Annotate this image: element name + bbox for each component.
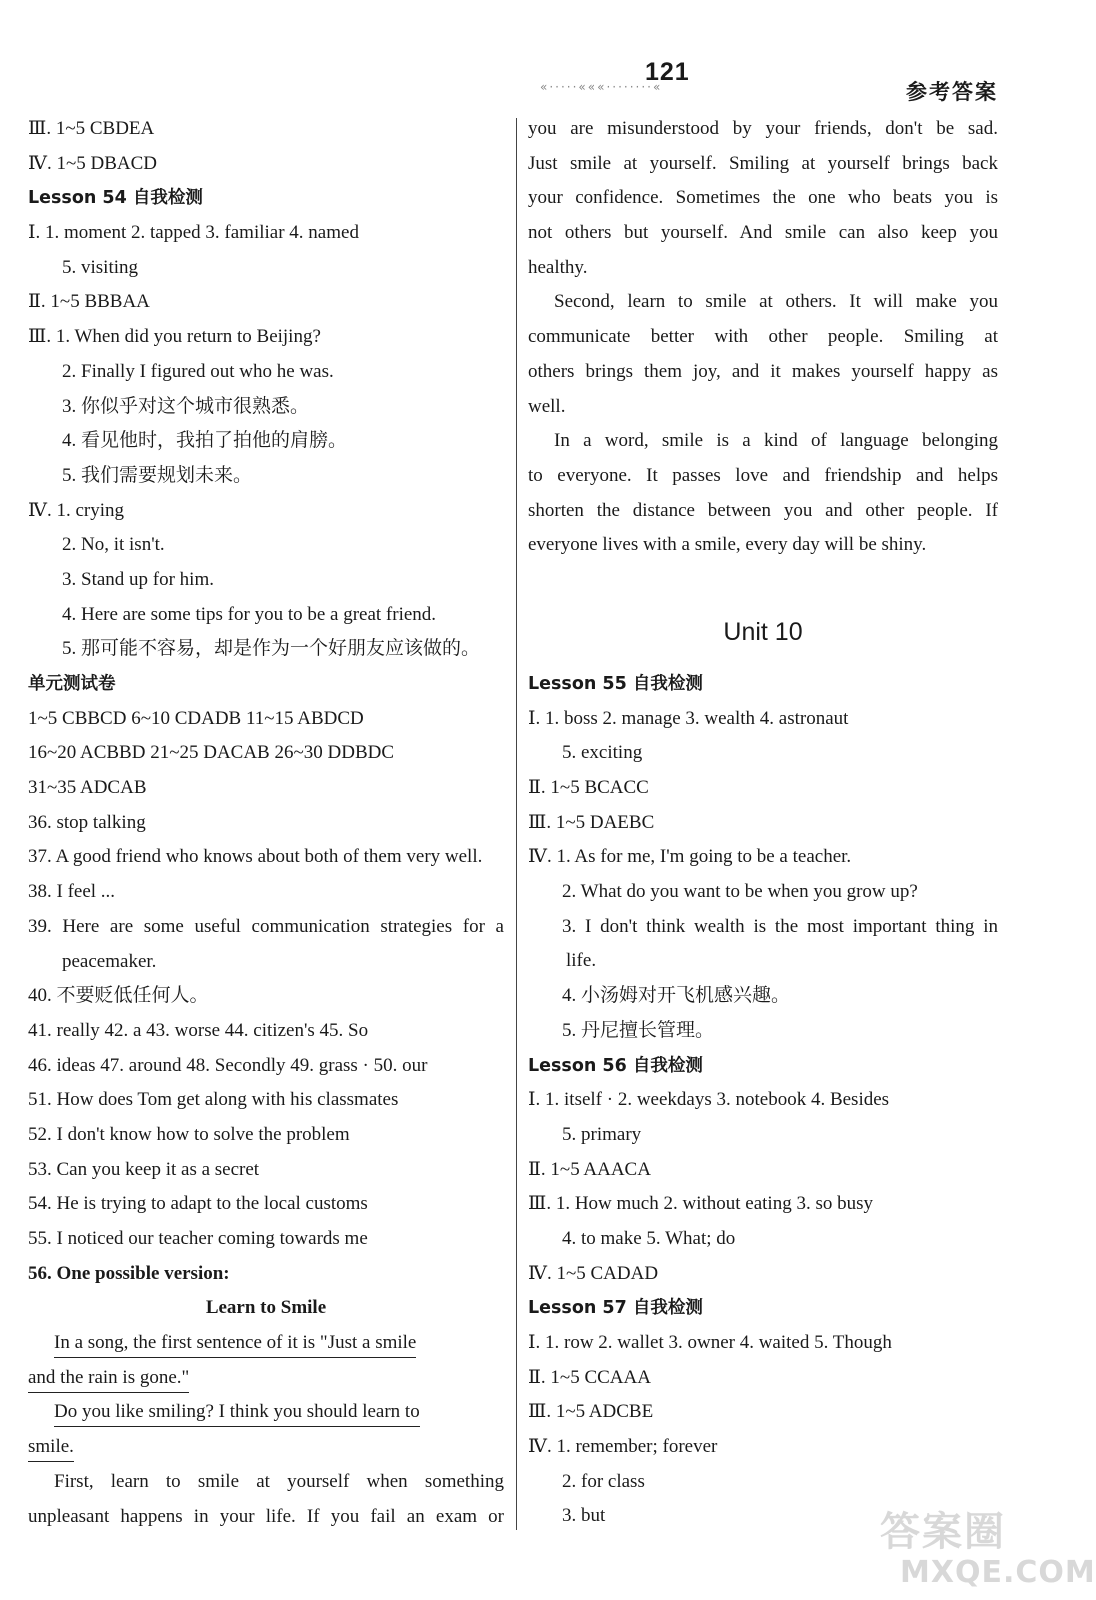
left-line-10 — [28, 459, 504, 494]
left-text-19: 31~35 ADCAB — [28, 777, 147, 799]
right-line-13 — [528, 563, 998, 597]
left-section-heading-2 — [28, 181, 504, 216]
left-line-8 — [28, 390, 504, 425]
right-line-4 — [528, 251, 998, 286]
left-line-15 — [28, 632, 504, 667]
right-text-11: shorten the distance between you and other people. If — [528, 499, 998, 521]
left-line-37 — [28, 1395, 504, 1430]
left-text-30: 53. Can you keep it as a secret — [28, 1158, 260, 1180]
left-text-39: First, learn to smile at yourself when something — [54, 1470, 504, 1492]
left-text-40: unpleasant happens in your life. If you fail an exam or — [28, 1505, 504, 1527]
right-text-17: 5. exciting — [562, 742, 643, 764]
left-text-3: Ⅰ. 1. moment 2. tapped 3. familiar 4. named — [28, 222, 359, 244]
right-text-2: your confidence. Sometimes the one who beats you is — [528, 187, 998, 209]
left-line-20 — [28, 806, 504, 841]
right-text-20: Ⅳ. 1. As for me, I'm going to be a teacher. — [528, 846, 852, 868]
left-line-36 — [28, 1361, 504, 1396]
right-text-6: communicate better with other people. Smiling at — [528, 326, 998, 348]
right-line-35 — [528, 1361, 998, 1396]
right-line-27 — [528, 1083, 998, 1118]
right-line-32 — [528, 1257, 998, 1292]
left-text-5: Ⅱ. 1~5 BBBAA — [28, 291, 150, 313]
left-line-29 — [28, 1118, 504, 1153]
right-line-3 — [528, 216, 998, 251]
right-line-0 — [528, 112, 998, 147]
right-text-31: 4. to make 5. What; do — [562, 1227, 736, 1249]
right-text-28: 5. primary — [562, 1123, 642, 1145]
right-text-1: Just smile at yourself. Smiling at yourself brings back — [528, 152, 998, 174]
left-line-6 — [28, 320, 504, 355]
unit-title — [528, 597, 998, 667]
left-text-17: 1~5 CBBCD 6~10 CDADB 11~15 ABDCD — [28, 707, 364, 729]
right-text-14: Unit 10 — [723, 617, 803, 646]
right-text-15: Lesson 55 自我检测 — [528, 673, 703, 694]
page-header — [0, 0, 1074, 112]
right-line-11 — [528, 494, 998, 529]
left-text-31: 54. He is trying to adapt to the local customs — [28, 1193, 368, 1215]
right-text-37: Ⅳ. 1. remember; forever — [528, 1436, 718, 1458]
right-line-20 — [528, 840, 998, 875]
right-line-28 — [528, 1118, 998, 1153]
left-text-12: 2. No, it isn't. — [62, 534, 165, 556]
left-text-33: 56. One possible version: — [28, 1262, 230, 1284]
left-text-13: 3. Stand up for him. — [62, 568, 214, 590]
left-text-24: peacemaker. — [62, 950, 157, 972]
right-text-18: Ⅱ. 1~5 BCACC — [528, 777, 649, 798]
left-text-4: 5. visiting — [62, 256, 139, 278]
left-line-27 — [28, 1049, 504, 1084]
left-column — [28, 112, 504, 1534]
header-title: 参考答案 — [906, 80, 998, 104]
watermark-logo: 答案圈 — [880, 1509, 1006, 1555]
right-text-33: Lesson 57 自我检测 — [528, 1298, 703, 1319]
right-text-39: 3. but — [562, 1505, 606, 1527]
right-line-30 — [528, 1187, 998, 1222]
right-text-32: Ⅳ. 1~5 CADAD — [528, 1262, 659, 1284]
left-text-23: 39. Here are some useful communication strategies for a — [28, 915, 504, 937]
left-line-35 — [28, 1326, 504, 1361]
right-line-23 — [528, 944, 998, 979]
right-line-18 — [528, 771, 998, 806]
right-text-23: life. — [566, 950, 597, 972]
right-line-16 — [528, 702, 998, 737]
left-line-25 — [28, 979, 504, 1014]
left-text-7: 2. Finally I figured out who he was. — [62, 360, 334, 382]
right-line-7 — [528, 355, 998, 390]
left-text-32: 55. I noticed our teacher coming towards me — [28, 1228, 368, 1249]
left-line-4 — [28, 251, 504, 286]
left-line-22 — [28, 875, 504, 910]
right-text-38: 2. for class — [562, 1470, 645, 1492]
right-line-25 — [528, 1014, 998, 1049]
right-line-8 — [528, 390, 998, 425]
left-text-15: 5. 那可能不容易，却是作为一个好朋友应该做的。 — [62, 638, 481, 660]
right-text-4: healthy. — [528, 256, 588, 278]
right-line-9 — [528, 424, 998, 459]
right-text-16: Ⅰ. 1. boss 2. manage 3. wealth 4. astronaut — [528, 707, 849, 729]
right-line-17 — [528, 736, 998, 771]
left-text-35: In a song, the first sentence of it is "Just a smile — [54, 1329, 416, 1358]
right-line-10 — [528, 459, 998, 494]
left-line-12 — [28, 528, 504, 563]
left-text-27: 46. ideas 47. around 48. Secondly 49. grass · 50. our — [28, 1054, 428, 1076]
left-text-26: 41. really 42. a 43. worse 44. citizen's 45. So — [28, 1019, 369, 1041]
left-line-39 — [28, 1465, 504, 1500]
left-text-21: 37. A good friend who knows about both of them very well. — [28, 846, 483, 868]
right-text-25: 5. 丹尼擅长管理。 — [562, 1019, 715, 1041]
right-text-19: Ⅲ. 1~5 DAEBC — [528, 811, 655, 833]
right-text-12: everyone lives with a smile, every day will be shiny. — [528, 534, 927, 556]
right-text-0: you are misunderstood by your friends, don't be sad. — [528, 118, 998, 139]
left-line-38 — [28, 1430, 504, 1465]
right-line-19 — [528, 806, 998, 841]
left-line-0 — [28, 112, 504, 147]
left-line-30 — [28, 1153, 504, 1188]
left-text-11: Ⅳ. 1. crying — [28, 499, 125, 521]
page-number: 121 — [645, 58, 690, 86]
right-section-heading-26 — [528, 1049, 998, 1084]
right-text-22: 3. I don't think wealth is the most important thing in — [562, 915, 998, 937]
left-text-1: Ⅳ. 1~5 DBACD — [28, 152, 158, 174]
right-line-38 — [528, 1465, 998, 1500]
left-line-23 — [28, 910, 504, 945]
left-line-32 — [28, 1222, 504, 1257]
essay-title — [28, 1291, 504, 1326]
column-divider — [516, 118, 517, 1530]
left-line-28 — [28, 1083, 504, 1118]
right-text-9: In a word, smile is a kind of language belonging — [554, 430, 998, 452]
left-line-19 — [28, 771, 504, 806]
right-section-heading-15 — [528, 667, 998, 702]
right-text-34: Ⅰ. 1. row 2. wallet 3. owner 4. waited 5. Though — [528, 1332, 892, 1353]
left-text-20: 36. stop talking — [28, 811, 146, 833]
right-line-22 — [528, 910, 998, 945]
right-line-24 — [528, 979, 998, 1014]
left-line-17 — [28, 702, 504, 737]
right-column — [528, 112, 998, 1534]
left-line-31 — [28, 1187, 504, 1222]
left-text-38: smile. — [28, 1433, 74, 1462]
left-text-25: 40. 不要贬低任何人。 — [28, 985, 209, 1007]
right-line-12 — [528, 528, 998, 563]
left-text-29: 52. I don't know how to solve the problem — [28, 1123, 350, 1145]
left-text-22: 38. I feel ... — [28, 881, 116, 903]
left-text-6: Ⅲ. 1. When did you return to Beijing? — [28, 326, 321, 348]
left-line-3 — [28, 216, 504, 251]
left-line-5 — [28, 285, 504, 320]
left-section-heading-16 — [28, 667, 504, 702]
right-text-26: Lesson 56 自我检测 — [528, 1055, 703, 1076]
right-line-6 — [528, 320, 998, 355]
left-text-9: 4. 看见他时，我拍了拍他的肩膀。 — [62, 430, 348, 452]
left-text-10: 5. 我们需要规划未来。 — [62, 464, 253, 486]
right-line-2 — [528, 181, 998, 216]
left-line-21 — [28, 840, 504, 875]
left-text-8: 3. 你似乎对这个城市很熟悉。 — [62, 395, 310, 417]
left-line-14 — [28, 598, 504, 633]
left-line-33 — [28, 1257, 504, 1292]
left-line-40 — [28, 1500, 504, 1535]
right-line-31 — [528, 1222, 998, 1257]
right-text-35: Ⅱ. 1~5 CCAAA — [528, 1366, 651, 1388]
left-text-28: 51. How does Tom get along with his classmates — [28, 1089, 399, 1111]
right-line-34 — [528, 1326, 998, 1361]
left-line-7 — [28, 355, 504, 390]
left-text-34: Learn to Smile — [205, 1297, 327, 1319]
right-text-30: Ⅲ. 1. How much 2. without eating 3. so busy — [528, 1193, 873, 1215]
left-line-26 — [28, 1014, 504, 1049]
left-line-9 — [28, 424, 504, 459]
left-text-37: Do you like smiling? I think you should learn to — [54, 1398, 420, 1427]
right-line-29 — [528, 1153, 998, 1188]
right-text-5: Second, learn to smile at others. It will make you — [554, 291, 998, 313]
left-text-0: Ⅲ. 1~5 CBDEA — [28, 118, 155, 139]
right-line-37 — [528, 1430, 998, 1465]
left-text-16: 单元测试卷 — [28, 674, 116, 694]
right-text-8: well. — [528, 395, 566, 417]
right-text-24: 4. 小汤姆对开飞机感兴趣。 — [562, 985, 791, 1007]
right-line-36 — [528, 1395, 998, 1430]
right-text-7: others brings them joy, and it makes yourself happy as — [528, 360, 998, 382]
right-line-21 — [528, 875, 998, 910]
left-text-2: Lesson 54 自我检测 — [28, 188, 203, 209]
left-line-11 — [28, 494, 504, 529]
left-text-14: 4. Here are some tips for you to be a great friend. — [62, 603, 437, 625]
right-text-36: Ⅲ. 1~5 ADCBE — [528, 1401, 654, 1423]
right-text-21: 2. What do you want to be when you grow up? — [562, 881, 918, 903]
right-text-27: Ⅰ. 1. itself · 2. weekdays 3. notebook 4. Besides — [528, 1089, 890, 1111]
left-line-13 — [28, 563, 504, 598]
left-line-24 — [28, 945, 504, 980]
left-text-18: 16~20 ACBBD 21~25 DACAB 26~30 DDBDC — [28, 742, 395, 764]
header-decoration: «·····«««········« — [540, 80, 663, 94]
right-text-3: not others but yourself. And smile can also keep you — [528, 222, 998, 244]
right-section-heading-33 — [528, 1291, 998, 1326]
left-line-18 — [28, 736, 504, 771]
right-text-10: to everyone. It passes love and friendship and helps — [528, 464, 998, 486]
right-text-29: Ⅱ. 1~5 AAACA — [528, 1158, 651, 1180]
right-line-1 — [528, 147, 998, 182]
left-line-1 — [28, 147, 504, 182]
watermark-url: MXQE.COM — [900, 1555, 1096, 1590]
left-text-36: and the rain is gone." — [28, 1364, 189, 1393]
right-line-5 — [528, 285, 998, 320]
